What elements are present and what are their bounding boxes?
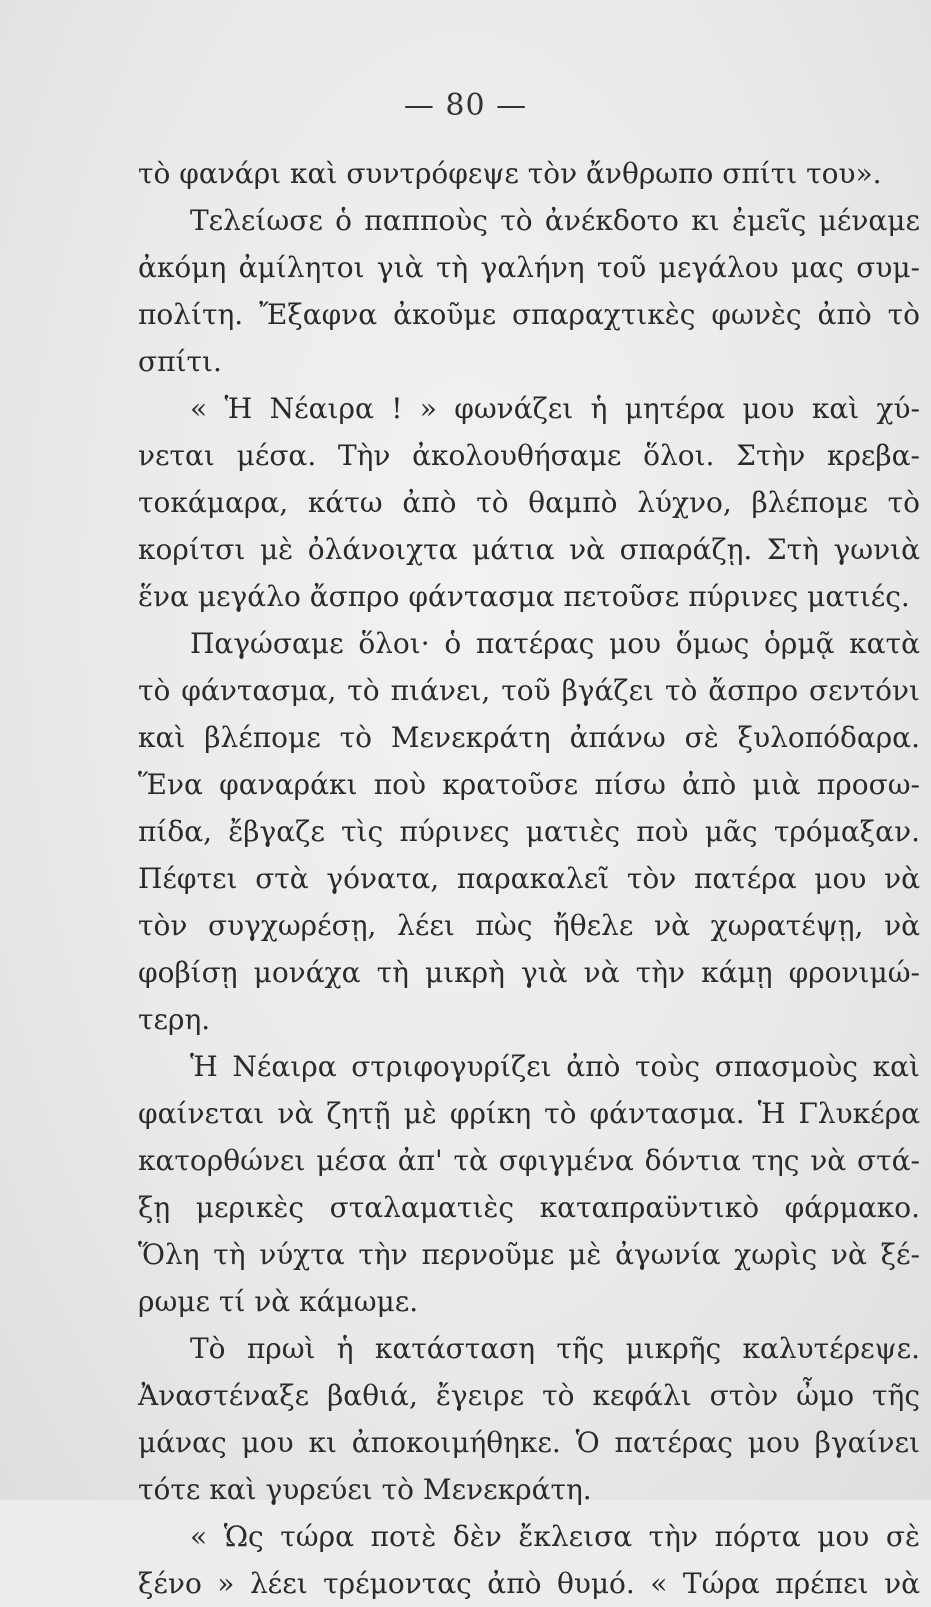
text-line: Ἡ Νέαιρα στριφογυρίζει ἀπὸ τοὺς σπασμοὺς καὶ	[190, 1050, 920, 1083]
text-line: « Ἡ Νέαιρα ! » φωνάζει ἡ μητέρα μου καὶ χύ-	[190, 392, 920, 425]
text-line: πίδα, ἔβγαζε τὶς πύρινες ματιὲς ποὺ μᾶς τρόμαξαν.	[138, 815, 920, 848]
text-line: Πέφτει στὰ γόνατα, παρακαλεῖ τὸν πατέρα μου νὰ	[138, 862, 920, 895]
text-line: « Ὡς τώρα ποτὲ δὲν ἔκλεισα τὴν πόρτα μου σὲ	[190, 1520, 920, 1553]
text-line: φαίνεται νὰ ζητῇ μὲ φρίκη τὸ φάντασμα. Ἡ Γλυκέρα	[138, 1097, 920, 1130]
text-line: καὶ βλέπομε τὸ Μενεκράτη ἀπάνω σὲ ξυλοπόδαρα.	[138, 721, 920, 754]
text-line: τὸ φάντασμα, τὸ πιάνει, τοῦ βγάζει τὸ ἄσπρο σεντόνι	[138, 674, 920, 707]
text-line: φοβίσῃ μονάχα τὴ μικρὴ γιὰ νὰ τὴν κάμῃ φρονιμώ-	[138, 956, 920, 989]
text-line: τοκάμαρα, κάτω ἀπὸ τὸ θαμπὸ λύχνο, βλέπομε τὸ	[138, 486, 920, 519]
text-line: ξῃ μερικὲς σταλαματιὲς καταπραϋντικὸ φάρμακο.	[138, 1191, 920, 1224]
text-line: ξένο » λέει τρέμοντας ἀπὸ θυμό. « Τώρα πρέπει νὰ	[138, 1567, 920, 1600]
text-line: τερη.	[138, 1003, 211, 1036]
text-line: Ὅλη τὴ νύχτα τὴν περνοῦμε μὲ ἀγωνία χωρὶς νὰ ξέ-	[138, 1238, 920, 1271]
text-line: νεται μέσα. Τὴν ἀκολουθήσαμε ὅλοι. Στὴν κρεβα-	[138, 439, 920, 472]
text-line: μάνας μου κι ἀποκοιμήθηκε. Ὁ πατέρας μου βγαίνει	[138, 1426, 920, 1459]
text-line: ἕνα μεγάλο ἄσπρο φάντασμα πετοῦσε πύρινες ματιές.	[138, 580, 910, 613]
text-line: ἀκόμη ἀμίλητοι γιὰ τὴ γαλήνη τοῦ μεγάλου μας συμ-	[138, 251, 920, 284]
text-line: Ἕνα φαναράκι ποὺ κρατοῦσε πίσω ἀπὸ μιὰ προσω-	[138, 768, 920, 801]
text-line: Ἀναστέναξε βαθιά, ἔγειρε τὸ κεφάλι στὸν ὦμο τῆς	[138, 1379, 920, 1412]
text-line: πολίτη. Ἔξαφνα ἀκοῦμε σπαραχτικὲς φωνὲς ἀπὸ τὸ	[138, 298, 920, 331]
text-line: τὸν συγχωρέσῃ, λέει πὼς ἤθελε νὰ χωρατέψῃ, νὰ	[138, 909, 920, 942]
body-text	[138, 150, 920, 1607]
text-line: κατορθώνει μέσα ἀπ' τὰ σφιγμένα δόντια της νὰ στά-	[138, 1144, 920, 1177]
text-line: κορίτσι μὲ ὀλάνοιχτα μάτια νὰ σπαράζῃ. Στὴ γωνιὰ	[138, 533, 920, 566]
text-line: ρωμε τί νὰ κάμωμε.	[138, 1285, 419, 1318]
text-line: σπίτι.	[138, 345, 222, 378]
text-line: τὸ φανάρι καὶ συντρόφεψε τὸν ἄνθρωπο σπίτι του».	[138, 157, 882, 190]
text-line: τότε καὶ γυρεύει τὸ Μενεκράτη.	[138, 1473, 592, 1506]
page-number: — 80 —	[403, 88, 528, 123]
text-line: Τελείωσε ὁ παπποὺς τὸ ἀνέκδοτο κι ἐμεῖς μέναμε	[190, 204, 920, 237]
text-line: Παγώσαμε ὅλοι· ὁ πατέρας μου ὅμως ὁρμᾷ κατὰ	[190, 627, 920, 660]
text-line: Τὸ πρωὶ ἡ κατάσταση τῆς μικρῆς καλυτέρεψε.	[190, 1332, 920, 1365]
